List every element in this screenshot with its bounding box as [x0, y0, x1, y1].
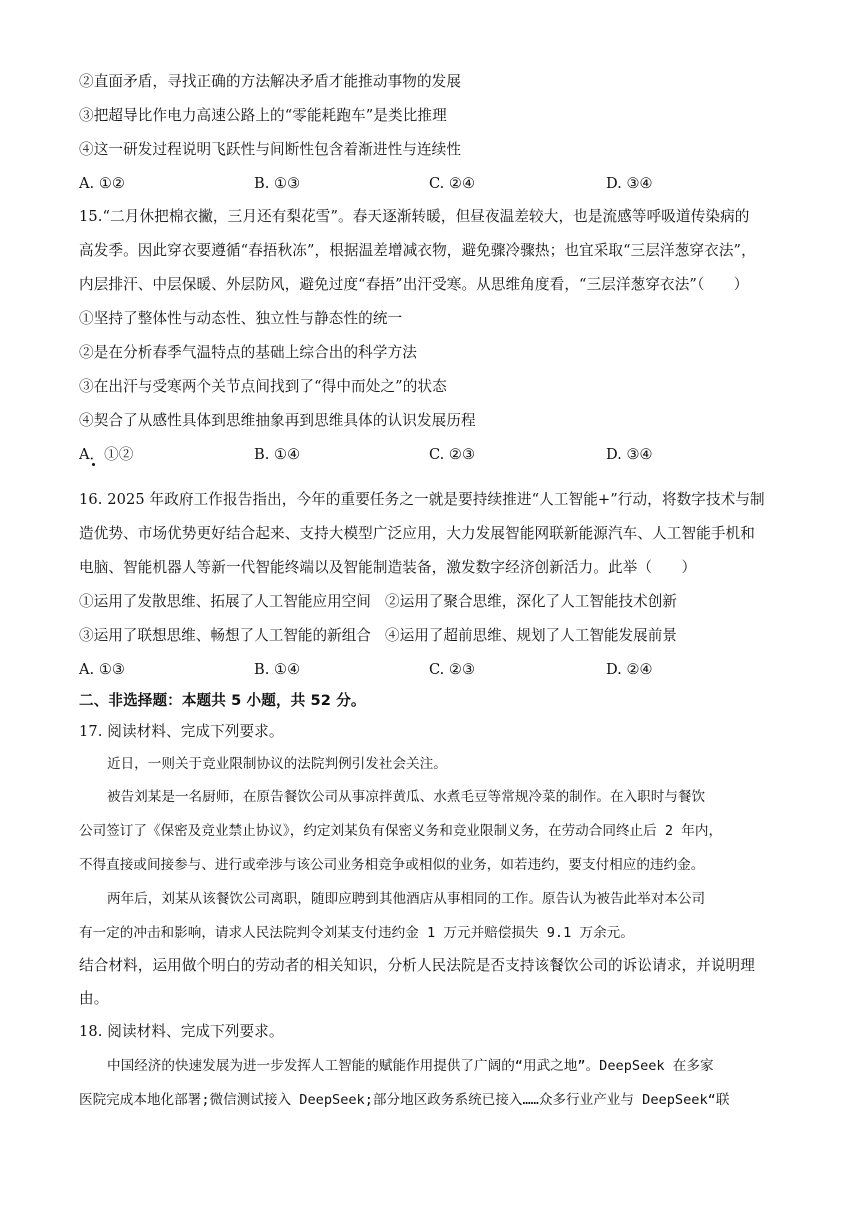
q17-material-line-4: 不得直接或间接参与、进行或牵涉与该公司业务相竞争或相似的业务，如若违约，要支付相应的违约金。 [79, 857, 705, 873]
q16-answer-options [79, 660, 779, 680]
q16-statement-1: ①运用了发散思维、拓展了人工智能应用空间 [79, 593, 371, 610]
q17-title: 17. 阅读材料、完成下列要求。 [79, 723, 284, 740]
section-heading: 二、非选择题：本题共 5 小题，共 52 分。 [79, 692, 366, 709]
q15-statement-2: ②是在分析春季气温特点的基础上综合出的科学方法 [79, 344, 417, 361]
q15-stem-line-1: 15.“二月休把棉衣撇，三月还有梨花雪”。春天逐渐转暖，但昼夜温差较大，也是流感等呼吸道传染病的 [79, 208, 750, 225]
statement-2: ②直面矛盾，寻找正确的方法解决矛盾才能推动事物的发展 [79, 73, 462, 90]
q16-statement-4: ④运用了超前思维、规划了人工智能发展前景 [385, 627, 677, 644]
q17-material-line-2: 被告刘某是一名厨师，在原告餐饮公司从事凉拌黄瓜、水煮毛豆等常规冷菜的制作。在入职时与餐饮 [107, 789, 706, 805]
q15-statement-3: ③在出汗与受寒两个关节点间找到了“得中而处之”的状态 [79, 378, 447, 395]
q16-option-d: D. ②④ [606, 661, 653, 678]
option-a: A. ①② [79, 175, 125, 192]
statement-4: ④这一研发过程说明飞跃性与间断性包含着渐进性与连续性 [79, 141, 462, 158]
q17-material-line-1: 近日，一则关于竞业限制协议的法院判例引发社会关注。 [107, 756, 447, 772]
answer-options [79, 174, 779, 194]
option-b: B. ①③ [254, 175, 301, 192]
q15-answer-options [79, 445, 779, 465]
q15-statement-1: ①坚持了整体性与动态性、独立性与静态性的统一 [79, 310, 403, 327]
q16-statement-2: ②运用了聚合思维，深化了人工智能技术创新 [385, 593, 677, 610]
q17-material-line-6: 有一定的冲击和影响，请求人民法院判令刘某支付违约金 1 万元并赔偿损失 9.1 万余元。 [79, 925, 634, 941]
q16-stem-line-2: 造优势、市场优势更好结合起来、支持大模型广泛应用，大力发展智能网联新能源汽车、人工智能手机和 [79, 525, 755, 542]
q16-option-b: B. ①④ [254, 661, 301, 678]
q16-statements-row-1 [79, 592, 779, 612]
q16-statements-row-2 [79, 626, 779, 646]
stray-dot-mark [92, 463, 95, 466]
q15-stem-line-3: 内层排汗、中层保暖、外层防风，避免过度“春捂”出汗受寒。从思维角度看，“三层洋葱穿衣法”（ ） [79, 276, 749, 293]
option-d: D. ③④ [606, 175, 653, 192]
q18-title: 18. 阅读材料、完成下列要求。 [79, 1023, 284, 1040]
option-c: C. ②④ [429, 175, 476, 192]
q16-option-a: A. ①③ [79, 661, 125, 678]
q16-option-c: C. ②③ [429, 661, 476, 678]
statement-3: ③把超导比作电力高速公路上的“零能耗跑车”是类比推理 [79, 107, 447, 124]
q18-material-line-2: 医院完成本地化部署;微信测试接入 DeepSeek;部分地区政务系统已接入……众多行业产业与 DeepSeek“联 [79, 1092, 730, 1108]
q18-material-line-1: 中国经济的快速发展为进一步发挥人工智能的赋能作用提供了广阔的“用武之地”。DeepSeek 在多家 [107, 1058, 714, 1074]
q15-option-a: A．①② [79, 446, 134, 463]
q17-requirement-line-2: 由。 [79, 990, 109, 1007]
q15-statement-4: ④契合了从感性具体到思维抽象再到思维具体的认识发展历程 [79, 412, 476, 429]
q16-stem-line-3: 电脑、智能机器人等新一代智能终端以及智能制造装备，激发数字经济创新活力。此举（ ） [79, 559, 697, 576]
q15-option-d: D. ③④ [606, 446, 653, 463]
q17-requirement-line-1: 结合材料，运用做个明白的劳动者的相关知识，分析人民法院是否支持该餐饮公司的诉讼请求，并说明理 [79, 957, 755, 974]
q16-stem-line-1: 16. 2025 年政府工作报告指出，今年的重要任务之一就是要持续推进“人工智能+”行动，将数字技术与制 [79, 491, 765, 508]
q17-material-line-3: 公司签订了《保密及竞业禁止协议》，约定刘某负有保密义务和竞业限制义务，在劳动合同终止后 2 年内， [79, 823, 723, 839]
q16-statement-3: ③运用了联想思维、畅想了人工智能的新组合 [79, 627, 371, 644]
q15-stem-line-2: 高发季。因此穿衣要遵循“春捂秋冻”，根据温差增减衣物，避免骤冷骤热；也宜采取“三层洋葱穿衣法”， [79, 242, 756, 259]
q15-option-b: B. ①④ [254, 446, 301, 463]
q15-option-c: C. ②③ [429, 446, 476, 463]
q17-material-line-5: 两年后，刘某从该餐饮公司离职，随即应聘到其他酒店从事相同的工作。原告认为被告此举对本公司 [107, 891, 706, 907]
